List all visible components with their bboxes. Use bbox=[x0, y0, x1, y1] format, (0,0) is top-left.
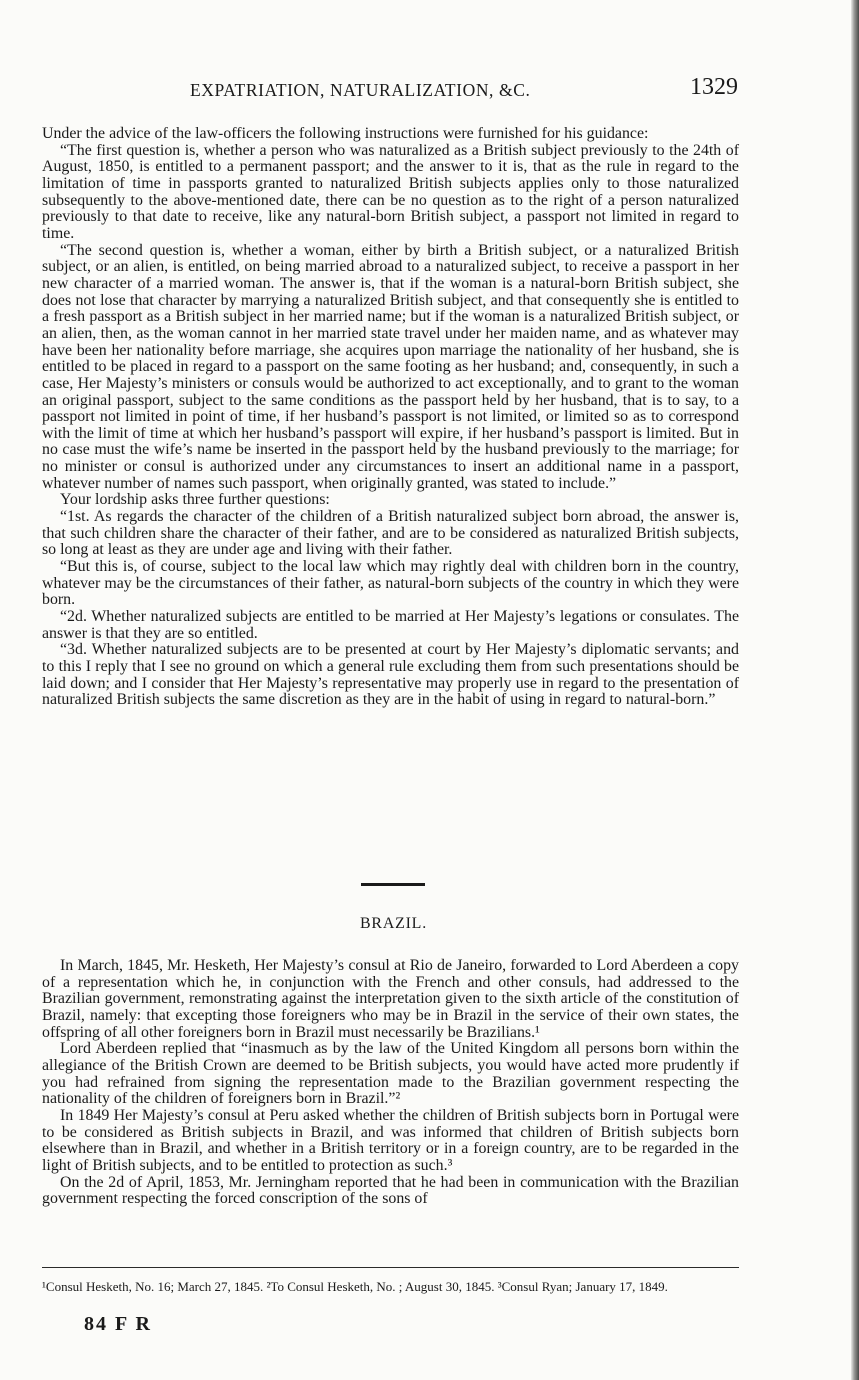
paragraph: Your lordship asks three further questions: bbox=[60, 491, 330, 509]
section-divider bbox=[361, 883, 425, 886]
paragraph: In March, 1845, Mr. Hesketh, Her Majesty’s consul at Rio de Janeiro, forwarded to Lord Aberdeen a copy of a representation which he, in conjunction with the French and other consuls, had addressed to the Brazilian government, remonstrating against the interpretation given to the sixth article of the constitution of Brazil, namely: that excepting those foreigners who may be in Brazil in the service of their own states, the offspring of all other foreigners born in Brazil must necessarily be Brazilians.¹ bbox=[42, 957, 739, 1041]
paragraph: “3d. Whether naturalized subjects are to be presented at court by Her Majesty’s diplomatic servants; and to this I reply that I see no ground on which a general rule excluding them from such presentations should be laid down; and I consider that Her Majesty’s representative may properly use in regard to the presentation of naturalized British subjects the same discretion as they are in the habit of using in regard to natural-born.” bbox=[42, 641, 739, 709]
paragraph: “The second question is, whether a woman, either by birth a British subject, or a naturalized British subject, or an alien, is entitled, on being married abroad to a naturalized subject, to receive a passport in her new character of a married woman. The answer is, that if the woman is a natural-born British subject, she does not lose that character by marrying a naturalized British subject, and that consequently she is entitled to a fresh passport as a British subject in her married name; but if the woman is a naturalized British subject, or an alien, then, as the woman cannot in her married state travel under her maiden name, and as whatever may have been her nationality before marriage, she acquires upon marriage the nationality of her husband, she is entitled to be placed in regard to a passport on the same footing as her husband; and, consequently, in such a case, Her Majesty’s ministers or consuls would be authorized to act exceptionally, and to grant to the woman an original passport, subject to the same conditions as the passport held by her husband, that is to say, to a passport not limited in point of time, if her husband’s passport is not limited, or limited so as to correspond with the limit of time at which her husband’s passport will expire, if her husband’s passport is limited. But in no case must the wife’s name be inserted in the passport held by the husband previously to the marriage; for no minister or consul is authorized under any circumstances to insert an additional name in a passport, whatever number of names such passport, when originally granted, was stated to include.” bbox=[42, 241, 739, 492]
printer-signature-mark: 84 F R bbox=[84, 1313, 152, 1335]
paragraph: “1st. As regards the character of the children of a British naturalized subject born abroad, the answer is, that such children share the character of their father, and are to be considered as naturalized British subjects, so long at least as they are under age and living with their father. bbox=[42, 508, 739, 559]
paragraph: On the 2d of April, 1853, Mr. Jerningham reported that he had been in communication with the Brazilian government respecting the forced conscription of the sons of bbox=[42, 1173, 739, 1208]
paragraph: “The first question is, whether a person who was naturalized as a British subject previously to the 24th of August, 1850, is entitled to a permanent passport; and the answer to it is, that as the rule in regard to the limitation of time in passports granted to naturalized British subjects applies only to those naturalized subsequently to the above-mentioned date, there can be no question as to the right of a person naturalized previously to that date to receive, like any natural-born British subject, a passport not limited in regard to time. bbox=[42, 141, 739, 242]
footnote-divider bbox=[42, 1267, 739, 1268]
paragraph: Lord Aberdeen replied that “inasmuch as by the law of the United Kingdom all persons born within the allegiance of the British Crown are deemed to be British subjects, you would have acted more prudently if you had refrained from signing the representation made to the Brazilian government respecting the nationality of the children of foreigners born in Brazil.”² bbox=[42, 1040, 739, 1108]
section-heading: BRAZIL. bbox=[360, 915, 427, 932]
paragraph: Under the advice of the law-officers the following instructions were furnished for his guidance: bbox=[42, 125, 649, 142]
running-title: EXPATRIATION, NATURALIZATION, &C. bbox=[190, 80, 531, 100]
paragraph: “But this is, of course, subject to the local law which may rightly deal with children born in the country, whatever may be the circumstances of their father, as natural-born subjects of the country in which they were born. bbox=[42, 558, 739, 609]
page-edge-shadow bbox=[851, 0, 859, 1380]
page-header bbox=[186, 74, 746, 104]
page-number: 1329 bbox=[690, 74, 738, 100]
paragraph: In 1849 Her Majesty’s consul at Peru asked whether the children of British subjects born in Portugal were to be considered as British subjects in Brazil, and was informed that children of British subjects born elsewhere than in Brazil, and whether in a British territory or in a foreign country, are to be regarded in the light of British subjects, and to be entitled to protection as such.³ bbox=[42, 1106, 739, 1174]
instructions-text bbox=[42, 126, 739, 709]
brazil-section-text bbox=[42, 958, 739, 1208]
paragraph: “2d. Whether naturalized subjects are entitled to be married at Her Majesty’s legations or consulates. The answer is that they are so entitled. bbox=[42, 608, 739, 642]
footnotes: ¹Consul Hesketh, No. 16; March 27, 1845. ²To Consul Hesketh, No. ; August 30, 1845. ³Consul Ryan; January 17, 1849. bbox=[42, 1279, 668, 1294]
